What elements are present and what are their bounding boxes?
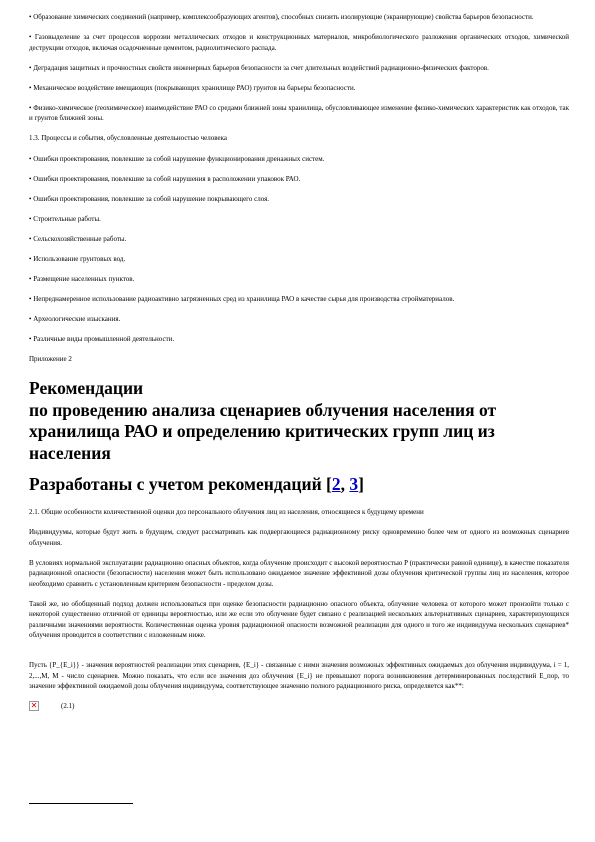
body-paragraph: Пусть {P_{E_i}} - значения вероятностей реализации этих сценариев, {E_i} - связанные с ними значения возможных эффективных ожидаемых доз облучения индивидуума, i = 1, 2,...,M, M - число сценариев. Можно показать, что если все значения доз облучения {E_i} не превышают порога возникновения детерминированных последствий E_пор, то значение эффективной ожидаемой дозы облучения индивидуума, соответствующее значению полного радиационного риска, определяется как**: xyxy=(29,661,569,690)
reference-link-3[interactable]: 3 xyxy=(349,474,359,494)
title-line: по проведению анализа сценариев облучения населения от xyxy=(29,399,497,420)
subtitle-suffix: ] xyxy=(358,474,364,494)
body-paragraph: Индивидуумы, которые будут жить в будущем, следует рассматривать как подвергающиеся радиационному риску одновременно более чем от одного из возможных сценариев облучения. xyxy=(29,528,569,547)
broken-image-icon: ✕ xyxy=(30,701,38,710)
list-item: • Непреднамеренное использование радиоактивно загрязненных сред из хранилища РАО в качестве сырья для производства стройматериалов. xyxy=(29,295,455,303)
title-line: хранилища РАО и определению критических групп лиц из xyxy=(29,421,495,441)
body-paragraph: Такой же, но обобщенный подход должен использоваться при оценке безопасности радиационно опасного объекта, облучение человека от которого может произойти только с некоторой существенно отличной от единицы вероятностью, или же если это облучение будет связано с реализацией нескольких альтернативных сценариев, характеризующихся различными значениями вероятности. Количественная оценка уровня радиационной опасности возможной реализации для одного и того же индивидуума нескольких сценариев* облучения проводится в соответствии с изложенным ниже. xyxy=(29,599,569,639)
list-item: • Строительные работы. xyxy=(29,215,101,223)
subtitle-prefix: Разработаны с учетом рекомендаций [ xyxy=(29,474,332,494)
list-item: • Деградация защитных и прочностных свойств инженерных барьеров безопасности за счет длительных воздействий радиационно-физических факторов. xyxy=(29,63,489,72)
list-item: • Различные виды промышленной деятельности. xyxy=(29,335,175,343)
list-item: • Сельскохозяйственные работы. xyxy=(29,235,127,243)
title-line: Рекомендации xyxy=(29,378,144,398)
reference-link-2[interactable]: 2 xyxy=(331,474,341,494)
list-item: • Ошибки проектирования, повлекшие за собой нарушения в расположении упаковок РАО. xyxy=(29,175,301,183)
human-activity-list xyxy=(29,154,569,345)
list-item: • Ошибки проектирования, повлекшие за собой нарушение покрывающего слоя. xyxy=(29,195,270,203)
title-line: населения xyxy=(29,442,111,463)
body-paragraph: В условиях нормальной эксплуатации радиационно опасных объектов, когда облучение происходит с высокой вероятностью P (практически равной единице), в качестве показателя радиационной опасности (безопасности) населения может быть использовано ожидаемое значение эффективной дозы облучения критической группы лиц из населения, которое необходимо сравнить с установленным критерием безопасности - пределом дозы. xyxy=(29,558,569,588)
list-item: • Образование химических соединений (например, комплексообразующих агентов), способных снизить изолирующие (экранирующие) свойства барьеров безопасности. xyxy=(29,13,534,21)
list-item: • Газовыделение за счет процессов коррозии металлических отходов и конструкционных материалов, микробиологического разложения органических отходов, химической деструкции отходов, включая осадочненные цементом, радиолитического распада. xyxy=(29,33,569,52)
formula-row xyxy=(29,701,569,711)
section-heading: 1.3. Процессы и события, обусловленные деятельностью человека xyxy=(29,134,228,142)
document-title xyxy=(29,378,569,464)
list-item: • Механическое воздействие вмещающих (покрывающих хранилище РАО) грунтов на барьеры безопасности. xyxy=(29,83,356,92)
subtitle-separator: , xyxy=(340,474,350,494)
document-subtitle xyxy=(29,474,569,495)
footnote-divider xyxy=(29,803,133,804)
list-item: • Размещение населенных пунктов. xyxy=(29,275,135,283)
list-item: • Археологические изыскания. xyxy=(29,315,121,323)
document-page xyxy=(29,12,569,711)
appendix-label: Приложение 2 xyxy=(29,355,72,363)
top-list xyxy=(29,12,569,124)
list-item: • Физико-химическое (геохимическое) взаимодействие РАО со средами ближней зоны хранилища, обусловливающее изменение физико-химических характеристик как отходов, так и грунтов ближней зоны. xyxy=(29,103,569,122)
list-item: • Ошибки проектирования, повлекшие за собой нарушение функционирования дренажных систем. xyxy=(29,155,325,163)
body-paragraph: 2.1. Общие особенности количественной оценки доз персонального облучения лиц из населения, относящиеся к будущему времени xyxy=(29,508,424,516)
list-item: • Использование грунтовых вод. xyxy=(29,255,126,263)
formula-number: (2.1) xyxy=(61,702,75,710)
